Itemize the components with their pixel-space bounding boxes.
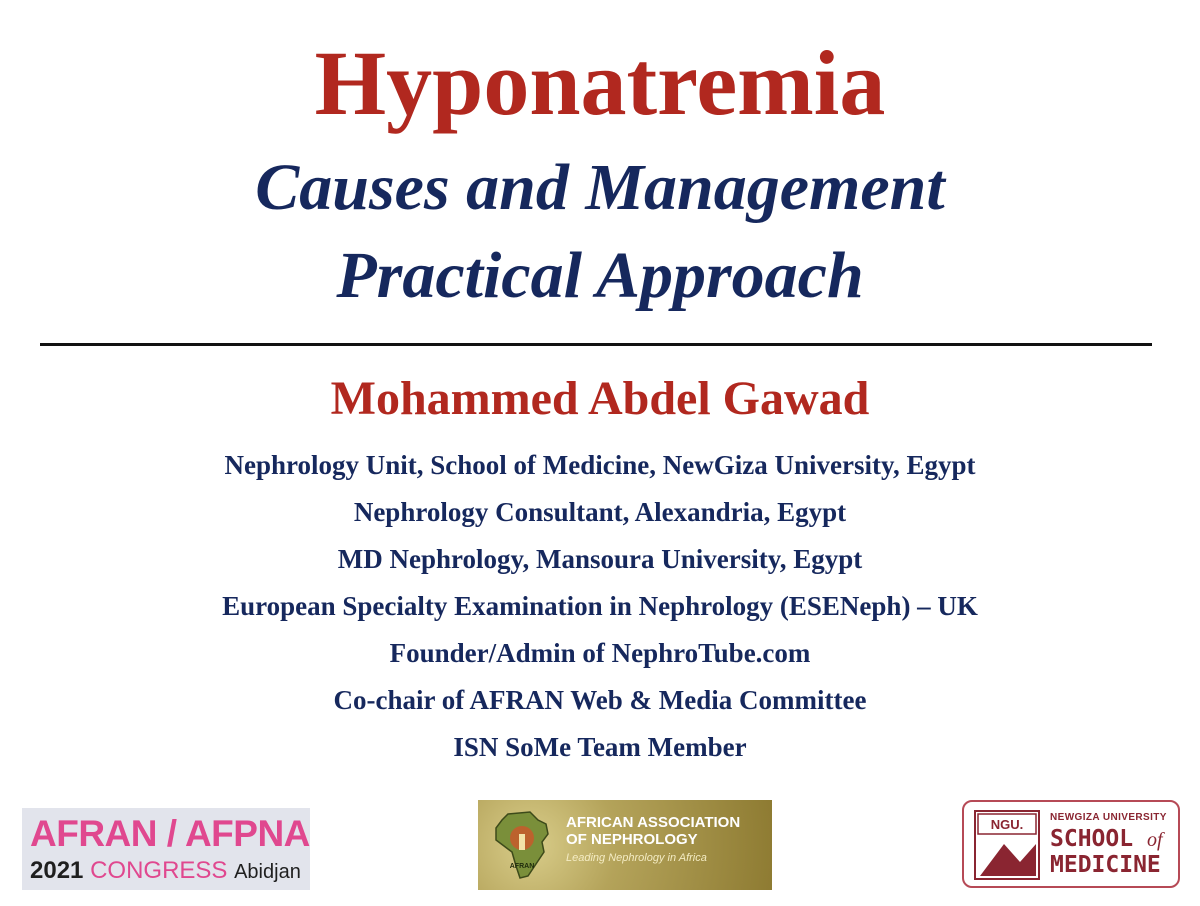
- ngu-medicine: MEDICINE: [1050, 852, 1161, 878]
- affiliation-item: Nephrology Unit, School of Medicine, NewGiza University, Egypt: [224, 450, 976, 480]
- affiliation-item: European Specialty Examination in Nephrology (ESENeph) – UK: [222, 591, 978, 621]
- slide-title: Hyponatremia: [314, 32, 886, 134]
- divider-line: [40, 343, 1152, 346]
- affiliation-item: Co-chair of AFRAN Web & Media Committee: [333, 685, 867, 715]
- africa-map-emblem-icon: [488, 808, 556, 882]
- ngu-university-name: NEWGIZA UNIVERSITY: [1050, 812, 1167, 823]
- afran-afpna-congress-logo: [22, 808, 310, 890]
- afran-logo-title: AFRAN / AFPNA: [30, 813, 310, 854]
- aan-logo-tagline: Leading Nephrology in Africa: [566, 852, 707, 864]
- afran-logo-congress: CONGRESS: [90, 857, 228, 884]
- ngu-of: of: [1146, 829, 1163, 851]
- affiliation-item: MD Nephrology, Mansoura University, Egypt: [337, 544, 863, 574]
- affiliation-item: Nephrology Consultant, Alexandria, Egypt: [353, 497, 847, 527]
- afran-logo-year: 2021: [30, 857, 84, 884]
- ngu-school-line: [1050, 826, 1163, 853]
- african-association-of-nephrology-logo: [478, 800, 772, 890]
- aan-emblem-label: AFRAN: [509, 863, 535, 870]
- subtitle-line-2: Practical Approach: [336, 239, 864, 312]
- affiliation-item: Founder/Admin of NephroTube.com: [389, 638, 811, 668]
- aan-logo-line-1: AFRICAN ASSOCIATION: [566, 814, 741, 831]
- affiliation-list: [0, 442, 1200, 771]
- affiliation-item: ISN SoMe Team Member: [453, 732, 747, 762]
- author-name: Mohammed Abdel Gawad: [330, 372, 870, 425]
- afran-logo-subtitle: [30, 858, 301, 885]
- aan-logo-line-2: OF NEPHROLOGY: [566, 831, 698, 848]
- ngu-mark-icon: [974, 810, 1040, 880]
- newgiza-school-of-medicine-logo: [962, 800, 1180, 888]
- afran-logo-city: Abidjan: [234, 861, 301, 883]
- ngu-school: SCHOOL: [1050, 826, 1134, 852]
- subtitle-line-1: Causes and Management: [255, 151, 945, 224]
- ngu-mark-label: NGU.: [990, 817, 1024, 832]
